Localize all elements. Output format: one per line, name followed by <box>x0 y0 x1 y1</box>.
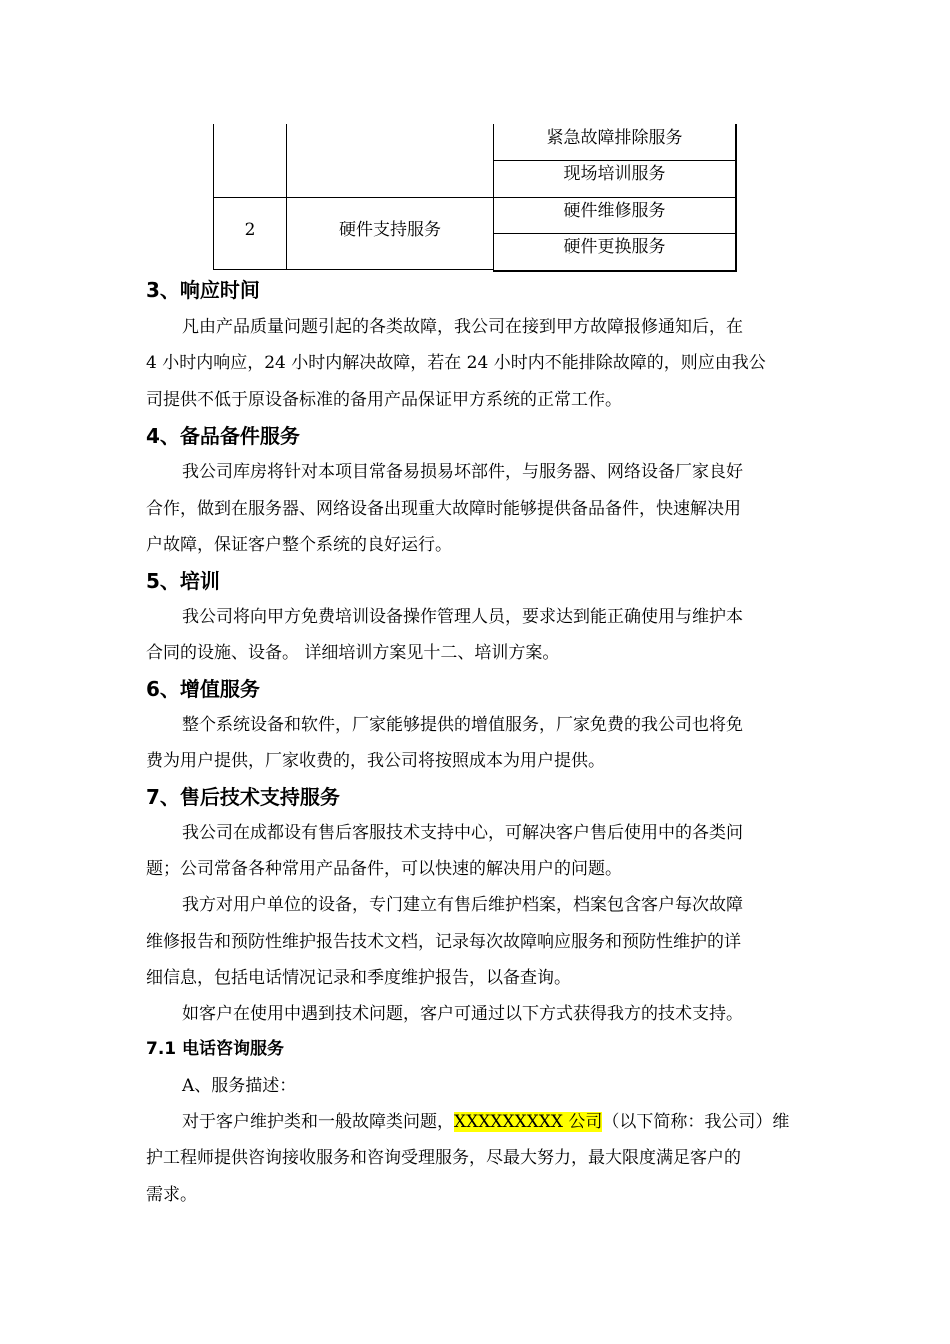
paragraph-text: （以下简称：我公司）维 <box>602 1112 790 1132</box>
table-cell: 硬件更换服务 <box>563 237 666 257</box>
section-heading: 3、响应时间 <box>146 278 260 302</box>
paragraph-line: 我方对用户单位的设备，专门建立有售后维护档案，档案包含客户每次故障 <box>182 895 743 915</box>
paragraph-line: 我公司库房将针对本项目常备易损易坏部件，与服务器、网络设备厂家良好 <box>182 462 743 482</box>
table-border <box>213 269 494 270</box>
section-heading: 6、增值服务 <box>146 677 260 701</box>
paragraph-line: 细信息，包括电话情况记录和季度维护报告，以备查询。 <box>146 968 571 988</box>
paragraph-line: 维修报告和预防性维护报告技术文档，记录每次故障响应服务和预防性维护的详 <box>146 932 741 952</box>
paragraph-line: 费为用户提供，厂家收费的，我公司将按照成本为用户提供。 <box>146 751 605 771</box>
table-cell: 现场培训服务 <box>563 164 666 184</box>
paragraph-line: 需求。 <box>146 1185 197 1205</box>
table-border <box>494 160 736 161</box>
service-table <box>213 124 738 272</box>
section-heading: 7、售后技术支持服务 <box>146 785 340 809</box>
table-cell: 紧急故障排除服务 <box>546 128 683 148</box>
subsection-label: A、服务描述： <box>182 1076 297 1096</box>
table-border <box>493 270 737 272</box>
subsection-heading: 7.1 电话咨询服务 <box>146 1039 285 1059</box>
paragraph-text: 对于客户维护类和一般故障类问题， <box>182 1112 454 1132</box>
section-heading: 4、备品备件服务 <box>146 424 300 448</box>
paragraph-line: 户故障，保证客户整个系统的良好运行。 <box>146 535 452 555</box>
paragraph-line: 司提供不低于原设备标准的备用产品保证甲方系统的正常工作。 <box>146 390 622 410</box>
paragraph-line: 凡由产品质量问题引起的各类故障，我公司在接到甲方故障报修通知后，在 <box>182 317 743 337</box>
paragraph-line: 4 小时内响应，24 小时内解决故障，若在 24 小时内不能排除故障的，则应由我公 <box>146 353 766 373</box>
table-cell: 硬件维修服务 <box>563 201 666 221</box>
paragraph-line: 题；公司常备各种常用产品备件，可以快速的解决用户的问题。 <box>146 859 622 879</box>
section-heading: 5、培训 <box>146 569 220 593</box>
table-border <box>494 233 736 234</box>
paragraph-line: 如客户在使用中遇到技术问题，客户可通过以下方式获得我方的技术支持。 <box>182 1004 743 1024</box>
paragraph-line: 合同的设施、设备。 详细培训方案见十二、培训方案。 <box>146 643 560 663</box>
table-border <box>735 124 737 272</box>
table-cell-number: 2 <box>244 220 256 240</box>
paragraph-line: 我公司将向甲方免费培训设备操作管理人员，要求达到能正确使用与维护本 <box>182 607 743 627</box>
paragraph-line: 整个系统设备和软件，厂家能够提供的增值服务，厂家免费的我公司也将免 <box>182 715 743 735</box>
paragraph-line <box>182 1107 789 1132</box>
paragraph-line: 护工程师提供咨询接收服务和咨询受理服务，尽最大努力，最大限度满足客户的 <box>146 1148 741 1168</box>
highlighted-company-name: XXXXXXXXX 公司 <box>454 1112 603 1132</box>
paragraph-line: 我公司在成都设有售后客服技术支持中心，可解决客户售后使用中的各类问 <box>182 823 743 843</box>
paragraph-line: 合作，做到在服务器、网络设备出现重大故障时能够提供备品备件，快速解决用 <box>146 499 741 519</box>
table-border <box>213 197 736 198</box>
table-cell-category: 硬件支持服务 <box>339 220 441 240</box>
